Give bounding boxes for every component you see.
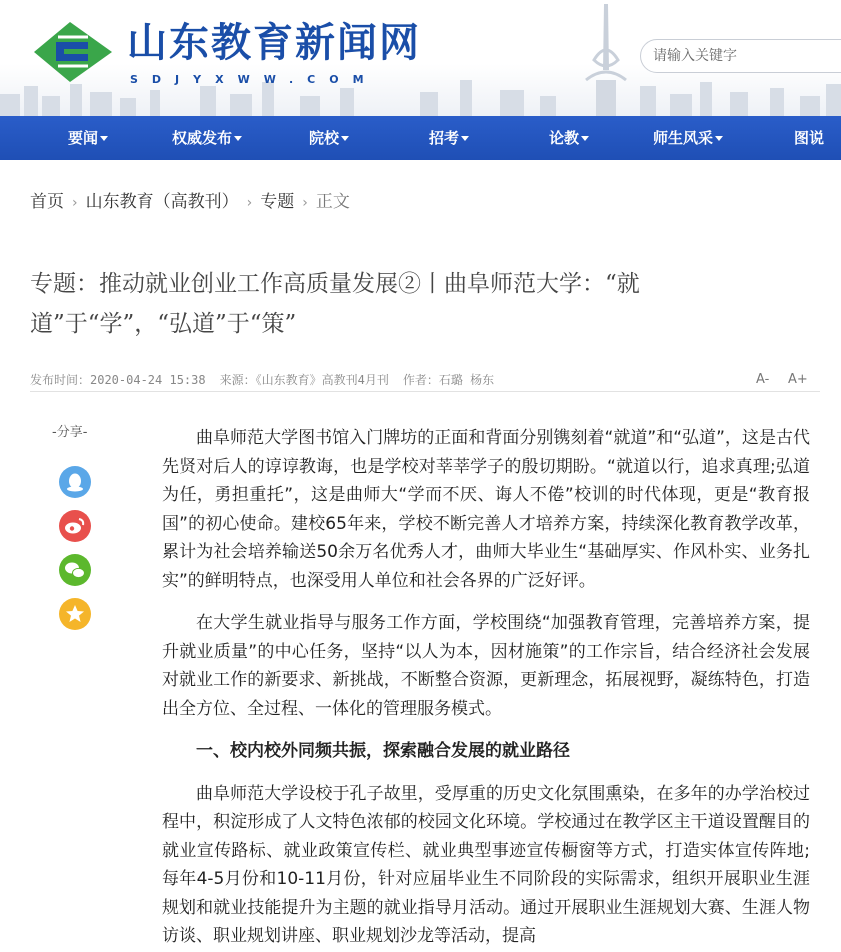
chevron-down-icon <box>100 136 108 141</box>
nav-item-label: 图说 <box>794 129 825 147</box>
chevron-down-icon <box>581 136 589 141</box>
nav-item-official-release[interactable] <box>172 116 242 160</box>
nav-item-admissions[interactable] <box>429 116 469 160</box>
breadcrumb-home-link[interactable]: 首页 <box>30 192 64 212</box>
share-weibo-button[interactable] <box>59 510 91 542</box>
chevron-right-icon: › <box>246 195 253 211</box>
search-input[interactable]: 请输入关键字 <box>640 39 841 73</box>
publish-time: 发布时间：2020-04-24 15:38 <box>30 373 206 387</box>
chevron-down-icon <box>715 136 723 141</box>
article-paragraph: 曲阜师范大学图书馆入门牌坊的正面和背面分别镌刻着“就道”和“弘道”，这是古代先贤对后人的谆谆教诲，也是学校对莘莘学子的殷切期盼。“就道以行，追求真理;弘道为任，勇担重托”，这是曲师大“学而不厌、诲人不倦”校训的时代体现，更是“教育报国”的初心使命。建校65年来，学校不断完善人才培养方案，持续深化教育教学改革，累计为社会培养输送50余万名优秀人才，曲师大毕业生“基础厚实、作风朴实、业务扎实”的鲜明特点，也深受用人单位和社会各界的广泛好评。 <box>162 428 810 591</box>
chevron-down-icon <box>341 136 349 141</box>
font-smaller-button[interactable]: A- <box>756 372 770 387</box>
share-qq-button[interactable] <box>59 466 91 498</box>
chevron-right-icon: › <box>72 195 78 211</box>
article-section-heading: 一、校内校外同频共振，探索融合发展的就业路径 <box>196 741 570 761</box>
nav-item-colleges[interactable] <box>309 116 349 160</box>
main-nav <box>0 116 841 160</box>
share-qzone-button[interactable] <box>59 598 91 630</box>
site-title[interactable]: 山东教育新闻网 <box>127 19 421 66</box>
meta-divider <box>30 391 820 392</box>
article-author: 作者：石璐 杨东 <box>402 373 495 387</box>
share-wechat-button[interactable] <box>59 554 91 586</box>
chevron-down-icon <box>234 136 242 141</box>
article-paragraph: 曲阜师范大学设校于孔子故里，受厚重的历史文化氛围熏染，在多年的办学治校过程中，积淀形成了人文特色浓郁的校园文化环境。学校通过在教学区主干道设置醒目的就业宣传路标、就业政策宣传栏、就业典型事迹宣传橱窗等方式，打造实体宣传阵地;每年4-5月份和10-11月份，针对应届毕业生不同阶段的实际需求，组织开展职业生涯规划和就业技能提升为主题的就业指导月活动。通过开展职业生涯规划大赛、生涯人物访谈、职业规划讲座、职业规划沙龙等活动，提高 <box>162 783 810 946</box>
nav-item-news[interactable] <box>68 116 108 160</box>
breadcrumb-current: 正文 <box>315 192 350 212</box>
nav-item-education-forum[interactable] <box>549 116 589 160</box>
site-domain: SDJYXWW.COM <box>130 73 378 86</box>
share-label: -分享- <box>52 425 88 440</box>
chevron-right-icon: › <box>302 195 308 211</box>
nav-item-label: 权威发布 <box>172 129 233 147</box>
font-larger-button[interactable]: A+ <box>788 372 808 387</box>
nav-item-label: 院校 <box>309 129 340 147</box>
qzone-star-icon <box>59 598 91 630</box>
monument-illustration <box>576 0 636 116</box>
chevron-down-icon <box>461 136 469 141</box>
nav-item-label: 招考 <box>429 129 460 147</box>
breadcrumb-topic-link[interactable]: 专题 <box>260 192 295 212</box>
article-source: 来源：《山东教育》高教刊4月刊 <box>219 373 389 387</box>
nav-item-photo-news[interactable] <box>794 116 824 160</box>
wechat-icon <box>59 554 91 586</box>
article-body <box>162 424 810 952</box>
breadcrumb-section-link[interactable]: 山东教育（高教刊） <box>85 192 239 212</box>
article-paragraph: 在大学生就业指导与服务工作方面，学校围绕“加强教育管理，完善培养方案，提升就业质量”的中心任务，坚持“以人为本，因材施策”的工作宗旨，结合经济社会发展对就业工作的新要求、新挑战，不断整合资源，更新理念，拓展视野，凝练特色，打造出全方位、全过程、一体化的管理服务模式。 <box>162 613 810 719</box>
qq-icon <box>59 466 91 498</box>
nav-item-teachers-students[interactable] <box>653 116 723 160</box>
site-header <box>0 0 841 116</box>
breadcrumb <box>30 190 350 215</box>
article-meta <box>30 371 508 388</box>
article-title: 专题：推动就业创业工作高质量发展②丨曲阜师范大学：“就道”于“学”，“弘道”于“策” <box>30 271 640 337</box>
weibo-icon <box>59 510 91 542</box>
nav-item-label: 要闻 <box>68 129 99 147</box>
nav-item-label: 师生风采 <box>653 129 714 147</box>
site-logo-icon <box>30 18 116 84</box>
nav-item-label: 论教 <box>549 129 580 147</box>
